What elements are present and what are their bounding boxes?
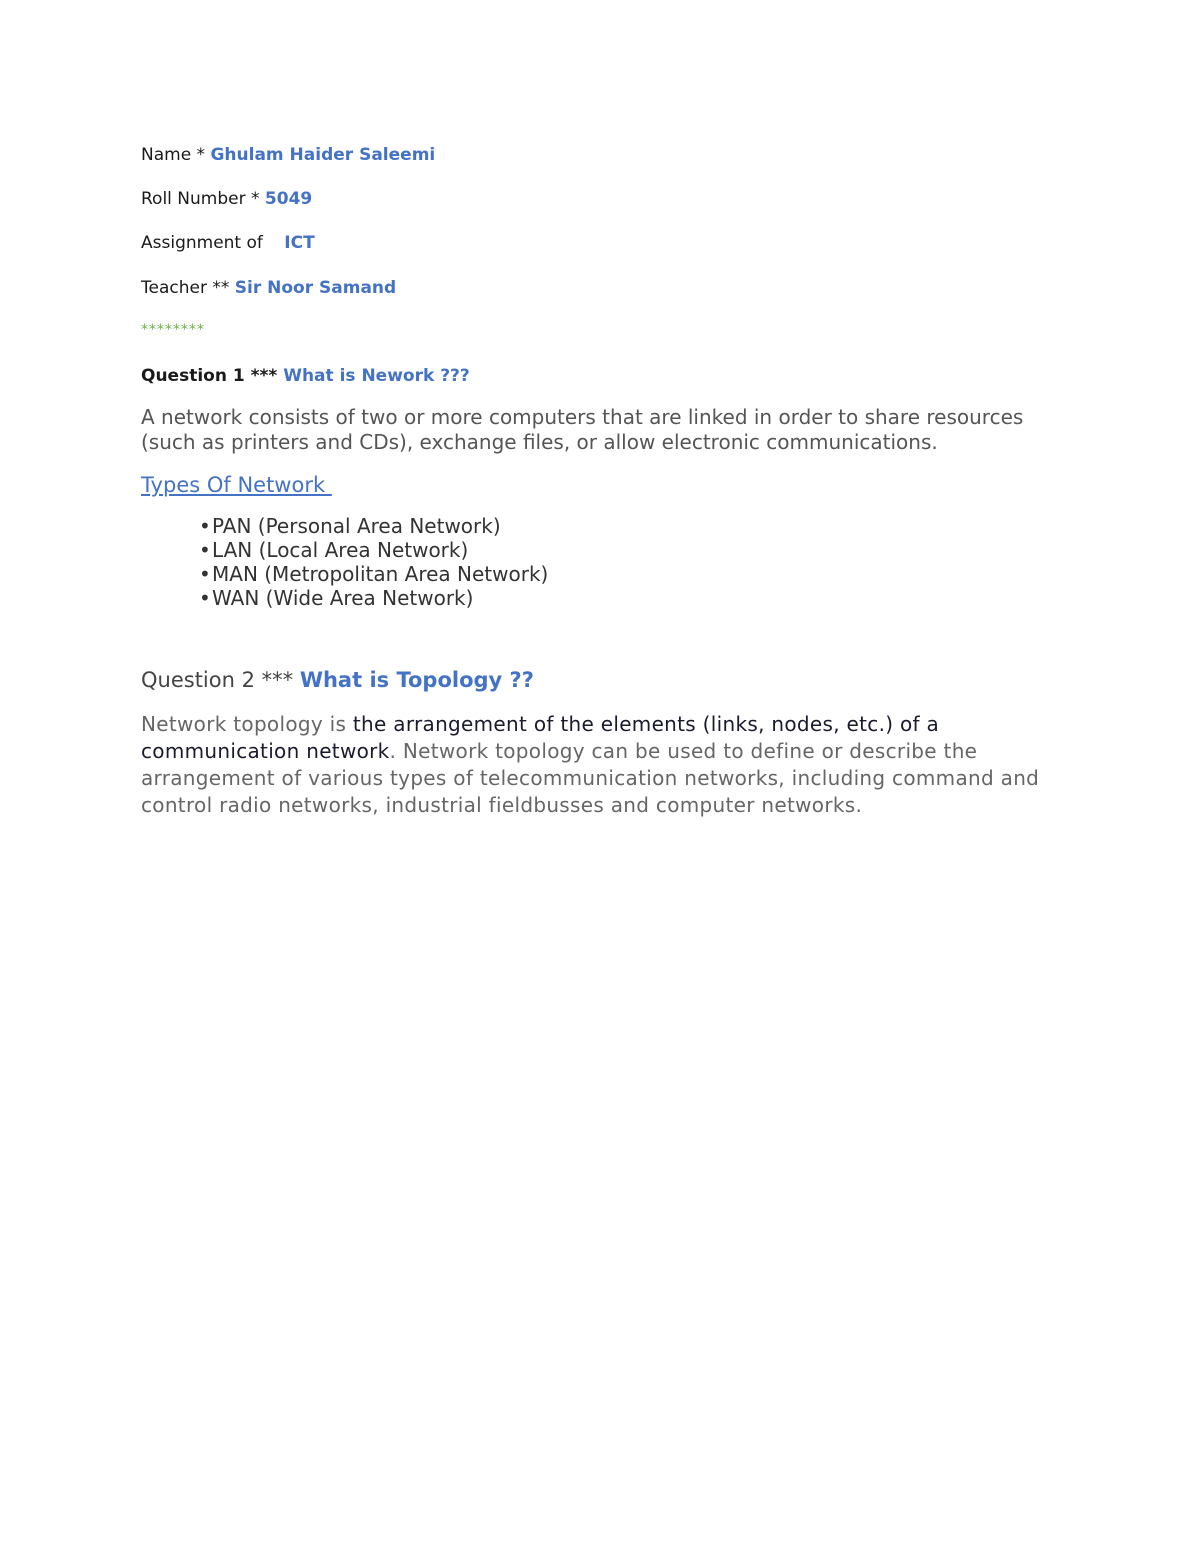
name-label: Name * <box>141 145 211 165</box>
bullet-icon: • <box>199 562 211 586</box>
question2-title: What is Topology ?? <box>299 668 534 692</box>
list-item: •PAN (Personal Area Network) <box>199 514 501 538</box>
question1-line <box>141 366 470 386</box>
separator-stars: ******** <box>141 322 205 338</box>
bullet-icon: • <box>199 586 211 610</box>
question2-line <box>141 668 534 692</box>
list-item: •WAN (Wide Area Network) <box>199 586 474 610</box>
roll-number-line <box>141 189 312 209</box>
assignment-label: Assignment of <box>141 233 269 253</box>
list-item: •MAN (Metropolitan Area Network) <box>199 562 549 586</box>
name-line <box>141 145 435 165</box>
assignment-line <box>141 233 315 253</box>
teacher-line <box>141 278 396 298</box>
types-of-network-heading: Types Of Network <box>141 473 332 497</box>
roll-number-value: 5049 <box>264 189 313 209</box>
question2-answer-part1: Network topology is <box>141 712 353 736</box>
teacher-value: Sir Noor Samand <box>234 278 397 298</box>
question1-title: What is Nework ??? <box>283 366 470 386</box>
list-item: •LAN (Local Area Network) <box>199 538 469 562</box>
teacher-label: Teacher ** <box>141 278 235 298</box>
question2-answer <box>141 711 1061 819</box>
roll-number-label: Roll Number * <box>141 189 265 209</box>
bullet-icon: • <box>199 514 211 538</box>
bullet-icon: • <box>199 538 211 562</box>
question2-answer-part3: . Network topology can be used to define or describe the arrangement of various types of telecommunication networks, including command and control radio networks, industrial fieldbusses and computer networks. <box>141 739 1040 817</box>
question1-label: Question 1 *** <box>141 366 284 386</box>
question2-label: Question 2 *** <box>141 668 300 692</box>
network-types-list <box>199 514 548 610</box>
assignment-value: ICT <box>284 233 315 253</box>
question2-answer-definition: the arrangement of the elements (links, nodes, etc.) of a communication network <box>141 712 940 763</box>
name-value: Ghulam Haider Saleemi <box>210 145 436 165</box>
question1-answer: A network consists of two or more computers that are linked in order to share resources (such as printers and CDs), exchange files, or allow electronic communications. <box>141 405 1024 454</box>
